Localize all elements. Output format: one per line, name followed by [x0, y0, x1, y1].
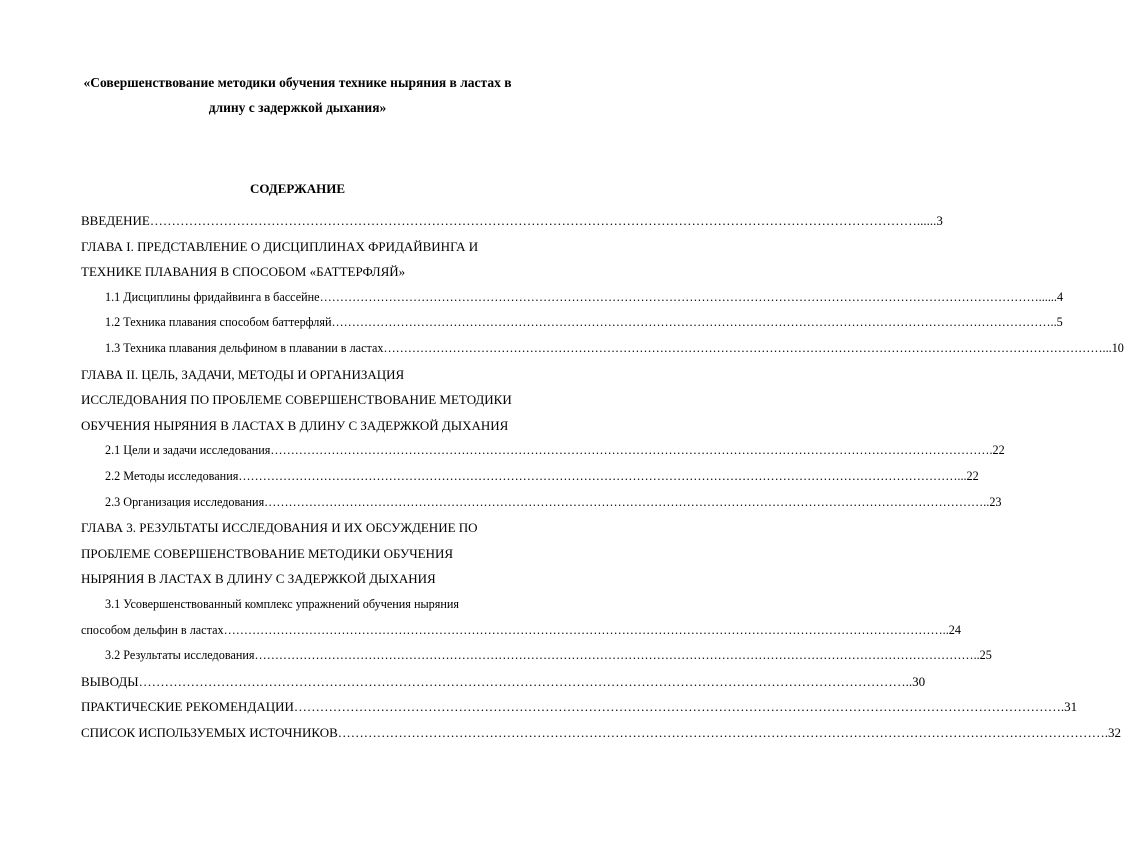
toc-page: ..25 [973, 648, 992, 663]
toc-chapter-2-line-3: ОБУЧЕНИЯ НЫРЯНИЯ В ЛАСТАХ В ДЛИНУ С ЗАДЕРЖКОЙ ДЫХАНИЯ [81, 417, 509, 433]
toc-entry-1-1 [81, 285, 1064, 311]
toc-entry-1-2 [81, 310, 1063, 336]
toc-entry-1-3 [81, 336, 1124, 362]
toc-entry-3-1 [81, 618, 961, 644]
toc-chapter-2-line-1: ГЛАВА II. ЦЕЛЬ, ЗАДАЧИ, МЕТОДЫ И ОРГАНИЗАЦИЯ [81, 366, 405, 382]
toc-label: способом дельфин в ластах [81, 622, 224, 637]
toc-entry-intro [81, 208, 943, 234]
toc-page: ..24 [942, 622, 961, 637]
toc-entry-3-1-line-1: 3.1 Усовершенствованный комплекс упражнений обучения ныряния [105, 596, 460, 611]
toc-leader: …………………………………………………………………………………………………………………………………………………………… [223, 622, 943, 637]
toc-chapter-1-line-1: ГЛАВА I. ПРЕДСТАВЛЕНИЕ О ДИСЦИПЛИНАХ ФРИДАЙВИНГА И [81, 238, 479, 254]
toc-page: .32 [1104, 724, 1122, 740]
toc-page: ...10 [1102, 340, 1124, 355]
toc-leader: …………………………………………………………………………………………………………………………………………………………… [331, 315, 1051, 330]
toc-leader: …………………………………………………………………………………………………………………………………………………………… [149, 213, 917, 228]
toc-leader: …………………………………………………………………………………………………………………………………………………………… [293, 699, 1061, 715]
toc-page: ...22 [957, 468, 979, 483]
toc-page: ..23 [983, 494, 1002, 509]
toc-label: ВЫВОДЫ [81, 673, 139, 689]
toc-page: ..5 [1050, 315, 1063, 330]
toc-entry-references [81, 720, 1122, 746]
toc-label: 1.2 Техника плавания способом баттерфляй [105, 315, 332, 330]
toc-label: СПИСОК ИСПОЛЬЗУЕМЫХ ИСТОЧНИКОВ [81, 724, 338, 740]
toc-entry-conclusions [81, 669, 926, 695]
toc-page: ......4 [1038, 289, 1064, 304]
toc-entry-2-3 [81, 490, 1002, 516]
toc-label: 2.3 Организация исследования [105, 494, 265, 509]
toc-leader: …………………………………………………………………………………………………………………………………………………………… [319, 289, 1039, 304]
toc-leader: …………………………………………………………………………………………………………………………………………………………… [337, 724, 1105, 740]
toc-entry-2-2 [81, 464, 979, 490]
toc-leader: …………………………………………………………………………………………………………………………………………………………… [264, 494, 984, 509]
toc-label: 3.2 Результаты исследования [105, 648, 255, 663]
toc-entry-3-2 [81, 643, 992, 669]
toc-page: .22 [989, 443, 1005, 458]
toc-leader: …………………………………………………………………………………………………………………………………………………………… [270, 443, 990, 458]
toc-leader: …………………………………………………………………………………………………………………………………………………………… [238, 468, 958, 483]
table-of-contents [81, 208, 1124, 745]
toc-leader: …………………………………………………………………………………………………………………………………………………………… [138, 673, 906, 689]
toc-label: 1.3 Техника плавания дельфином в плавании в ластах [105, 340, 384, 355]
toc-chapter-2-line-2: ИССЛЕДОВАНИЯ ПО ПРОБЛЕМЕ СОВЕРШЕНСТВОВАНИЕ МЕТОДИКИ [81, 392, 512, 408]
toc-entry-2-1 [81, 438, 1005, 464]
toc-label: 2.2 Методы исследования [105, 468, 239, 483]
toc-chapter-3-line-1: ГЛАВА 3. РЕЗУЛЬТАТЫ ИССЛЕДОВАНИЯ И ИХ ОБСУЖДЕНИЕ ПО [81, 520, 478, 536]
title-line-1: «Совершенствование методики обучения технике ныряния в ластах в [83, 75, 512, 90]
toc-page: .31 [1060, 699, 1078, 715]
toc-chapter-1-line-2: ТЕХНИКЕ ПЛАВАНИЯ В СПОСОБОМ «БАТТЕРФЛЯЙ» [81, 264, 406, 280]
toc-page: ......3 [916, 213, 943, 228]
toc-entry-recommendations [81, 694, 1078, 720]
toc-page: ..30 [905, 673, 926, 689]
toc-leader: …………………………………………………………………………………………………………………………………………………………… [383, 340, 1103, 355]
toc-label: 1.1 Дисциплины фридайвинга в бассейне [105, 289, 320, 304]
toc-label: ВВЕДЕНИЕ [81, 213, 150, 228]
toc-label: ПРАКТИЧЕСКИЕ РЕКОМЕНДАЦИИ [81, 699, 294, 715]
toc-chapter-3-line-3: НЫРЯНИЯ В ЛАСТАХ В ДЛИНУ С ЗАДЕРЖКОЙ ДЫХАНИЯ [81, 571, 436, 587]
toc-chapter-3-line-2: ПРОБЛЕМЕ СОВЕРШЕНСТВОВАНИЕ МЕТОДИКИ ОБУЧЕНИЯ [81, 545, 454, 561]
toc-label: 2.1 Цели и задачи исследования [105, 443, 271, 458]
title-line-2: длину с задержкой дыхания» [208, 100, 387, 115]
document-title [70, 70, 525, 120]
toc-leader: …………………………………………………………………………………………………………………………………………………………… [254, 648, 974, 663]
toc-heading: СОДЕРЖАНИЕ [249, 181, 346, 196]
